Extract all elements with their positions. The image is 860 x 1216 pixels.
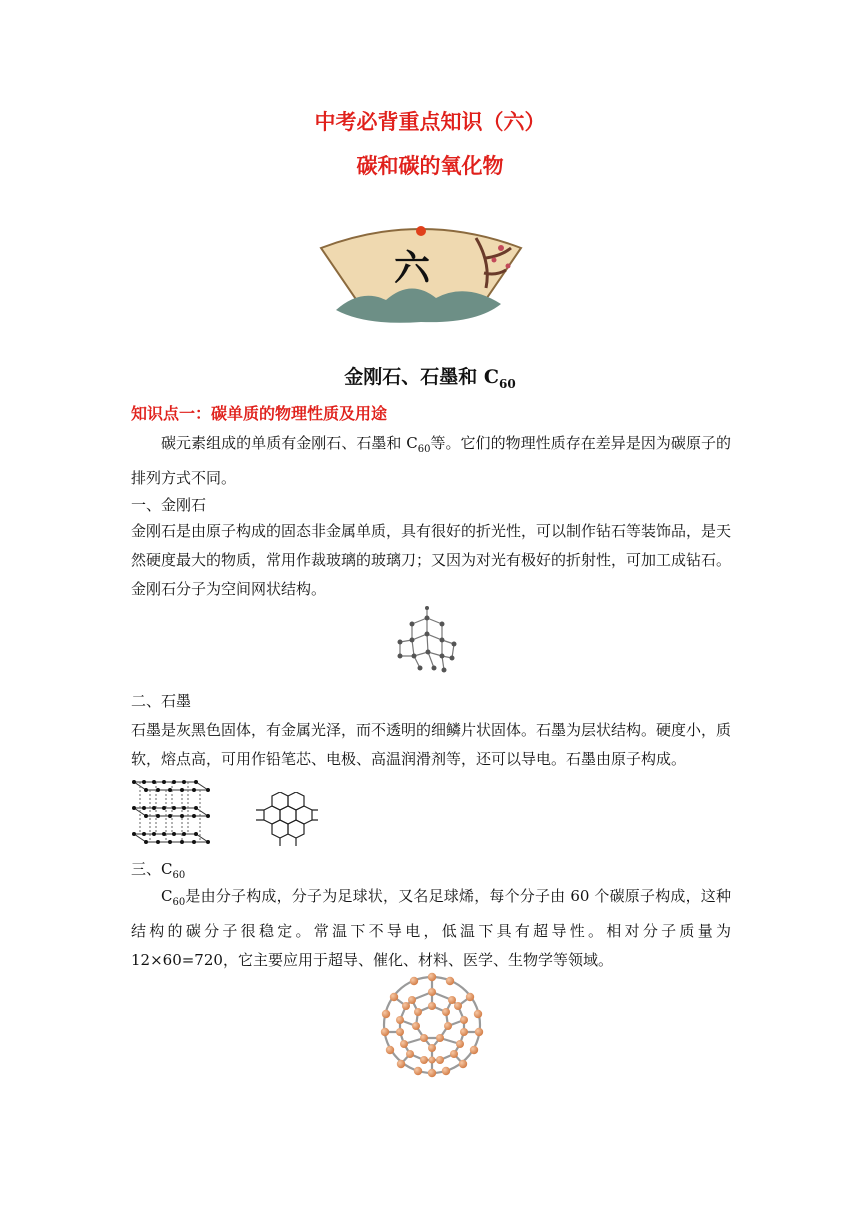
c60-paragraph: $C_{60}$是由分子构成，分子为足球状，又名足球烯，每个分子由 60 个碳原子构成，这种结构的碳分子很稳定。常温下不导电，低温下具有超导性。相对分子质量为 12×60=720，它主要应用于超导、催化、材料、医学、生物学等领域。: [131, 887, 731, 969]
fan-character: 六: [394, 247, 431, 289]
diamond-paragraph: 金刚石是由原子构成的固态非金属单质，具有很好的折光性，可以制作钻石等装饰品，是天然硬度最大的物质，常用作裁玻璃的玻璃刀；又因为对光有极好的折射性，可加工成钻石。金刚石分子为空间网状结构。: [131, 522, 732, 598]
c60-heading: 三、$C_{60}$: [131, 860, 186, 881]
fan-illustration: [316, 218, 526, 330]
graphite-heading: 二、石墨: [131, 692, 192, 710]
graphite-paragraph: 石墨是灰黑色固体，有金属光泽，而不透明的细鳞片状固体。石墨为层状结构。硬度小，质软，熔点高，可用作铅笔芯、电极、高温润滑剂等，还可以导电。石墨由原子构成。: [131, 721, 732, 768]
section-title: 金刚石、石墨和 $C_{60}$: [344, 366, 516, 391]
document-title: 中考必背重点知识（六）: [314, 109, 546, 134]
diamond-heading: 一、金刚石: [131, 496, 207, 514]
graphite-hexagon-image: [256, 792, 318, 848]
intro-paragraph: 碳元素组成的单质有金刚石、石墨和 $C_{60}$等。它们的物理性质存在差异是因为碳原子的排列方式不同。: [131, 434, 731, 487]
graphite-layers-image: [130, 778, 212, 846]
c60-structure-image: [376, 972, 488, 1078]
knowledge-point-title: 知识点一：碳单质的物理性质及用途: [131, 404, 388, 423]
document-subtitle: 碳和碳的氧化物: [356, 153, 504, 178]
diamond-structure-image: [392, 606, 462, 674]
